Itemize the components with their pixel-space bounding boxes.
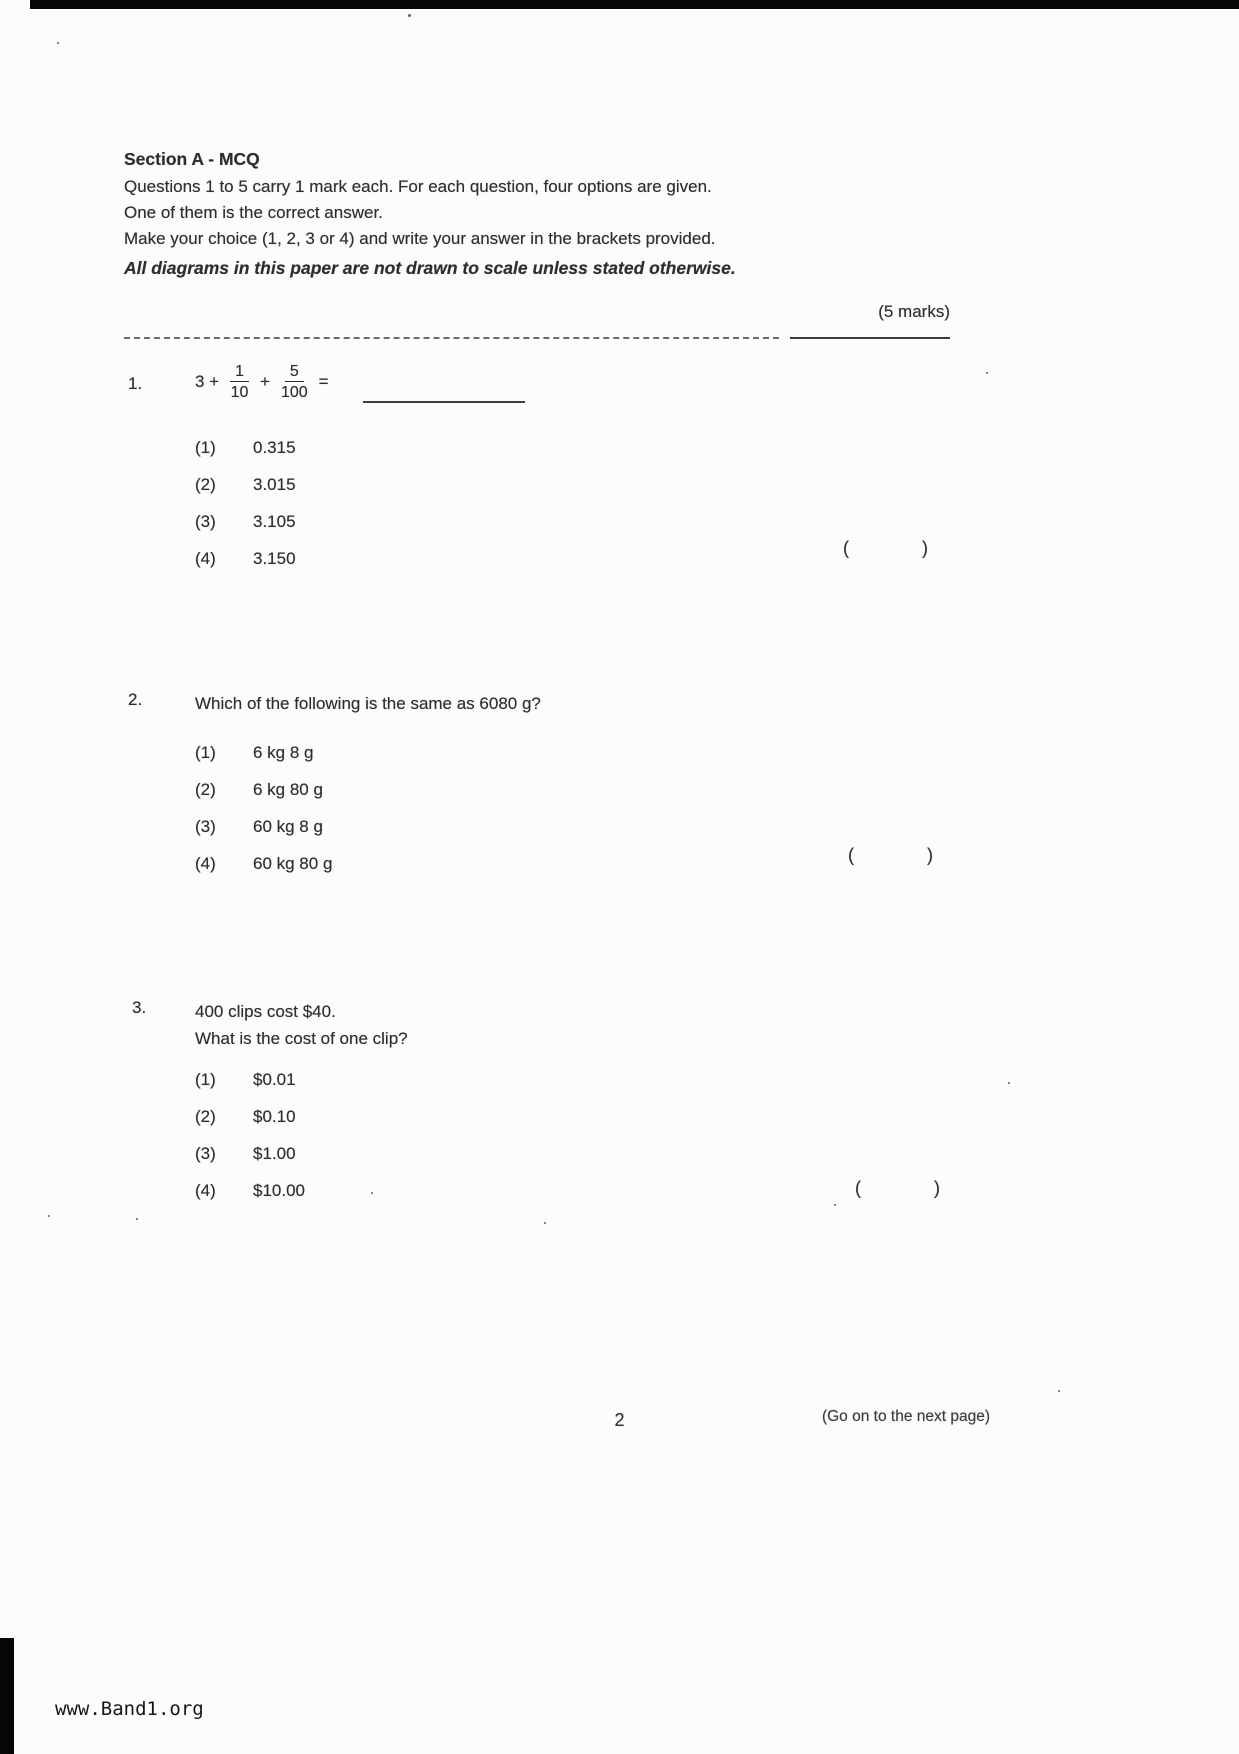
option-text: 3.015 <box>253 475 296 494</box>
page-number: 2 <box>614 1410 625 1430</box>
fraction-denominator: 10 <box>230 384 249 402</box>
question-3-number: 3. <box>132 998 147 1017</box>
expr-lead: 3 + <box>195 372 220 392</box>
scan-speck <box>1008 1082 1010 1084</box>
question-3-prompt-line1: 400 clips cost $40. <box>195 1002 336 1021</box>
marks-label: (5 marks) <box>878 302 950 321</box>
option-label: (3) <box>195 817 216 836</box>
option-row <box>195 780 332 817</box>
option-row <box>195 854 332 891</box>
question-2-number: 2. <box>128 690 143 709</box>
fraction-numerator: 5 <box>285 362 304 382</box>
option-label: (4) <box>195 854 216 873</box>
question-3-options <box>195 1070 305 1218</box>
option-text: $0.10 <box>253 1107 296 1126</box>
question-3-prompt <box>195 998 408 1052</box>
scan-speck <box>57 42 59 44</box>
bracket-close: ) <box>927 845 933 865</box>
watermark-url: www.Band1.org <box>55 1698 204 1720</box>
bracket-close: ) <box>922 538 928 558</box>
option-row <box>195 549 296 586</box>
option-label: (2) <box>195 780 216 799</box>
answer-blank-line <box>363 401 525 403</box>
option-text: 6 kg 80 g <box>253 780 323 799</box>
question-2-options <box>195 743 332 891</box>
question-3-answer-bracket <box>855 1178 940 1199</box>
question-1-number: 1. <box>128 374 143 393</box>
scan-speck <box>1058 1390 1060 1392</box>
scan-speck <box>371 1192 373 1194</box>
divider-dashed <box>124 337 779 339</box>
option-text: 3.150 <box>253 549 296 568</box>
option-label: (3) <box>195 1144 216 1163</box>
option-label: (3) <box>195 512 216 531</box>
option-label: (1) <box>195 743 216 762</box>
bracket-close: ) <box>934 1178 940 1198</box>
bracket-open: ( <box>855 1178 861 1198</box>
option-text: $0.01 <box>253 1070 296 1089</box>
fraction-1-10 <box>230 362 249 402</box>
scan-speck <box>834 1204 836 1206</box>
question-1-options <box>195 438 296 586</box>
question-3-prompt-line2: What is the cost of one clip? <box>195 1029 408 1048</box>
expr-equals: = <box>318 372 329 392</box>
divider-solid <box>790 337 950 339</box>
question-1-answer-bracket <box>843 538 928 559</box>
option-label: (1) <box>195 438 216 457</box>
option-text: $1.00 <box>253 1144 296 1163</box>
option-row <box>195 743 332 780</box>
option-row <box>195 438 296 475</box>
option-label: (2) <box>195 475 216 494</box>
question-2-answer-bracket <box>848 845 933 866</box>
instruction-line-2: One of them is the correct answer. <box>124 203 383 222</box>
option-text: 60 kg 8 g <box>253 817 323 836</box>
next-page-note: (Go on to the next page) <box>821 1408 990 1425</box>
bracket-open: ( <box>843 538 849 558</box>
option-text: 3.105 <box>253 512 296 531</box>
option-text: 0.315 <box>253 438 296 457</box>
question-2-prompt: Which of the following is the same as 6080 g? <box>195 694 541 713</box>
fraction-numerator: 1 <box>230 362 249 382</box>
option-row <box>195 817 332 854</box>
section-header <box>124 146 954 252</box>
scan-edge-top-bar <box>30 0 1239 9</box>
scan-speck <box>136 1218 138 1220</box>
scan-speck <box>544 1222 546 1224</box>
option-text: 60 kg 80 g <box>253 854 333 873</box>
option-text: $10.00 <box>253 1181 305 1200</box>
bracket-open: ( <box>848 845 854 865</box>
fraction-5-100 <box>281 362 308 402</box>
diagram-note: All diagrams in this paper are not drawn to scale unless stated otherwise. <box>124 258 736 278</box>
option-label: (2) <box>195 1107 216 1126</box>
scan-speck <box>48 1215 50 1217</box>
option-row <box>195 1181 305 1218</box>
instruction-line-3: Make your choice (1, 2, 3 or 4) and write your answer in the brackets provided. <box>124 229 716 248</box>
option-row <box>195 1144 305 1181</box>
option-row <box>195 512 296 549</box>
scan-edge-left-bar <box>0 1638 14 1754</box>
instruction-line-1: Questions 1 to 5 carry 1 mark each. For each question, four options are given. <box>124 177 712 196</box>
expr-plus: + <box>260 372 270 392</box>
fraction-denominator: 100 <box>280 384 308 402</box>
scan-speck <box>986 372 988 374</box>
option-row <box>195 475 296 512</box>
option-text: 6 kg 8 g <box>253 743 314 762</box>
option-label: (4) <box>195 549 216 568</box>
section-title: Section A - MCQ <box>124 149 260 169</box>
option-label: (1) <box>195 1070 216 1089</box>
option-row <box>195 1107 305 1144</box>
option-row <box>195 1070 305 1107</box>
scan-speck <box>408 14 411 17</box>
question-1-expression <box>195 362 329 402</box>
option-label: (4) <box>195 1181 216 1200</box>
